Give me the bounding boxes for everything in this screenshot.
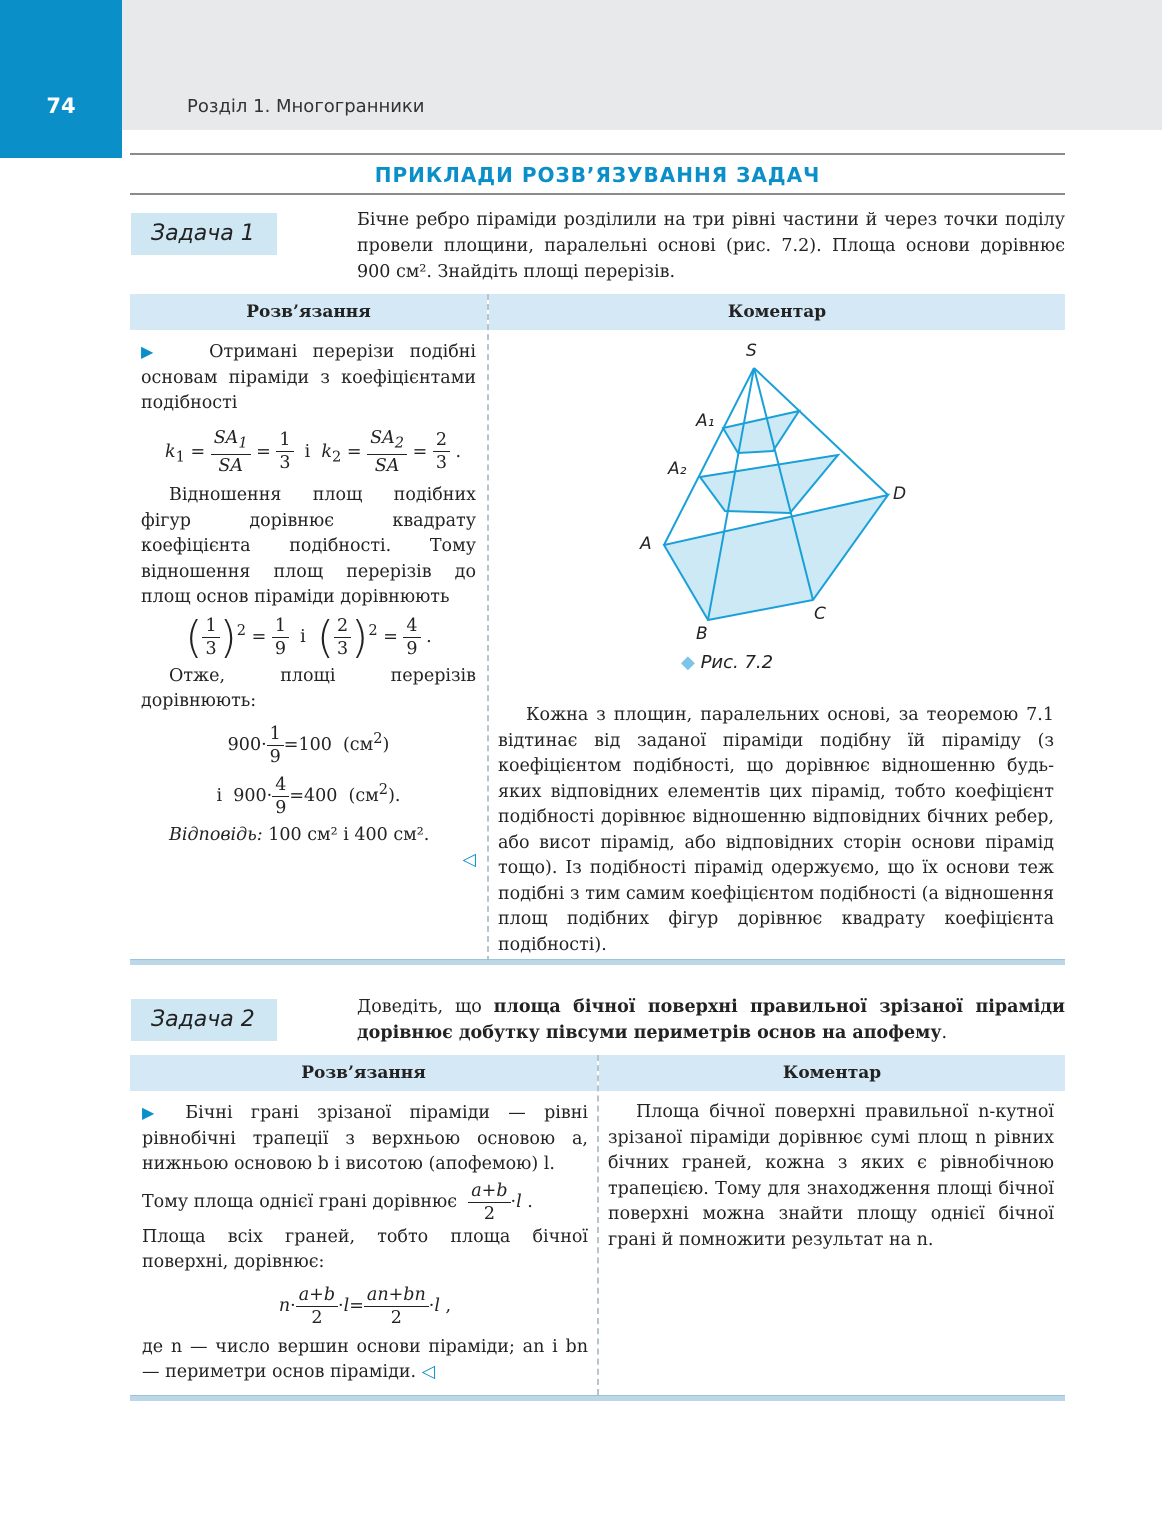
- chapter-title: Розділ 1. Многогранники: [187, 96, 425, 117]
- page-number: 74: [46, 94, 76, 118]
- formula-k1-k2: $k_1$ = $\frac{SA_1}{SA}$ = $\frac{1}{3}$ і $k_2$ = $\frac{SA_2}{SA}$ = $\frac{2}{3}$ .: [165, 427, 462, 476]
- task2-solution: [142, 1100, 588, 1386]
- end-mark-icon: ◁: [421, 1362, 436, 1382]
- label-s: S: [746, 341, 757, 361]
- label-b: B: [696, 624, 708, 644]
- task2-label: Задача 2: [131, 999, 277, 1041]
- formula-lateral-area: n· $\frac{a+b}{2}$ ·l= $\frac{an+bn}{2}$ ·l ,: [278, 1284, 452, 1328]
- task2-sol-p2: Тому площа однієї грані дорівнює $\frac{a+b}{2}$ ·l .: [142, 1180, 533, 1224]
- task1-bottom-rule: [130, 959, 1065, 965]
- task2-bottom-rule: [130, 1395, 1065, 1401]
- task2-sol-p3: Площа всіх граней, тобто площа бічної поверхні, дорівнює:: [142, 1226, 588, 1272]
- label-a2: A₂: [668, 459, 687, 479]
- task2-sol-p4: де n — число вершин основи піраміди; an і bn — периметри основ піраміди. ◁: [142, 1336, 588, 1382]
- task1-statement: Бічне ребро піраміди розділили на три рівні частини й через точки поділу провели площини, паралельні основі (рис. 7.2). Площа основи дорівнює 900 см². Знайдіть площі перерізів.: [357, 210, 1065, 282]
- label-a: A: [640, 534, 652, 554]
- task2-solution-header: Розв’язання: [130, 1055, 597, 1091]
- diamond-icon: ◆: [681, 652, 695, 673]
- section-rule-bottom: [130, 193, 1065, 195]
- task1-sol-p2: Відношення площ подібних фігур дорівнює квадрату коефіцієнта подібності. Тому відношення площ перерізів до площ основ піраміди дорівнюють: [141, 485, 476, 607]
- marker-triangle-icon: ▶: [141, 342, 164, 361]
- page-number-box: [0, 0, 122, 158]
- page-header-bar: [0, 0, 1162, 130]
- task2-comment-header: Коментар: [599, 1055, 1065, 1091]
- task2-sol-p1: ▶ Бічні грані зрізаної піраміди — рівні рівнобічні трапеції з верхньою основою a, нижньою основою b і висотою (апофемою) l.: [142, 1103, 588, 1174]
- task1-comment: Кожна з площин, паралельних основі, за теоремою 7.1 відтинає від заданої піраміди подібну їй піраміду (з коефіцієнтом подібності, що дорівнює відношенню будь-яких відповідних елементів цих пірамід, тобто коефіцієнт подібності дорівнює відношенню відповідних бічних ребер, або висот пірамід, або відповідних сторін основи пірамід тощо). Із подібності пірамід одержуємо, що їх основи теж подібні з тим самим коефіцієнтом подібності (а відношення площ подібних фігур дорівнює квадрату коефіцієнта подібності).: [498, 705, 1054, 955]
- formula-area2: і 900· $\frac{4}{9}$ =400 $(см^2)$.: [216, 774, 401, 818]
- task1-comment-header: Коментар: [489, 294, 1065, 330]
- task1-column-divider: [487, 294, 489, 962]
- task2-column-divider: [597, 1055, 599, 1395]
- figure-7-2-pyramid: [630, 336, 930, 681]
- task2-comment: Площа бічної поверхні правильної n-кутної зрізаної піраміди дорівнює сумі площ n рівних бічних граней, кожна з яких є рівнобічною трапецією. Тому для знаходження площі бічної поверхні можна знайти площу однієї бічної грані й помножити результат на n.: [608, 1102, 1054, 1250]
- task1-sol-p1: ▶ Отримані перерізи подібні основам піраміди з коефіцієнтами подібності: [141, 342, 476, 413]
- pyramid-base: [664, 495, 888, 620]
- label-d: D: [893, 484, 907, 504]
- section-title: ПРИКЛАДИ РОЗВ’ЯЗУВАННЯ ЗАДАЧ: [374, 163, 821, 187]
- label-a1: A₁: [696, 411, 715, 431]
- task1-solution: [141, 339, 476, 874]
- end-mark-icon: ◁: [462, 850, 476, 870]
- task1-label: Задача 1: [131, 213, 277, 255]
- marker-triangle-icon: ▶: [142, 1103, 167, 1122]
- section-rule-top: [130, 153, 1065, 155]
- task1-answer: Відповідь: 100 см² і 400 см².: [169, 824, 430, 845]
- section-a2: [700, 455, 838, 513]
- task1-solution-header: Розв’язання: [130, 294, 487, 330]
- label-c: C: [814, 604, 826, 624]
- figure-caption: ◆ Рис. 7.2: [681, 652, 774, 673]
- task2-statement: Доведіть, що площа бічної поверхні правильної зрізаної піраміди дорівнює добутку півсуми периметрів основ на апофему.: [357, 997, 1065, 1043]
- formula-area1: 900· $\frac{1}{9}$ =100 $(см^2)$: [227, 723, 390, 767]
- section-a1: [723, 411, 799, 453]
- formula-squares: ( $\frac{1}{3}$ )$^2$ = $\frac{1}{9}$ і ( $\frac{2}{3}$ )$^2$ = $\frac{4}{9}$ .: [185, 611, 432, 663]
- task1-sol-p3: Отже, площі перерізів дорівнюють:: [141, 665, 476, 711]
